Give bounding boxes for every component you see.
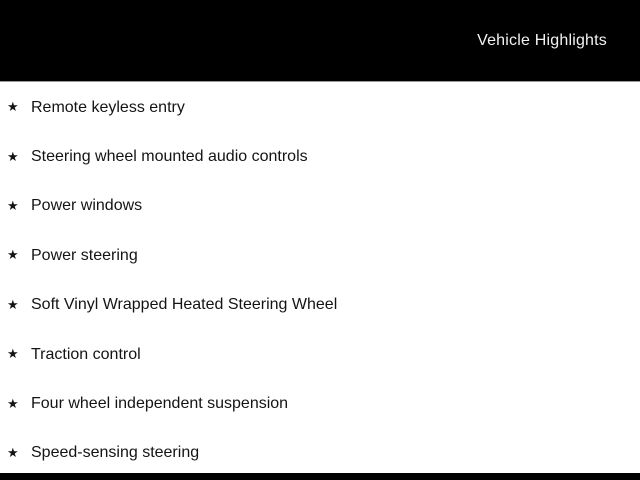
- star-icon: ★: [7, 347, 19, 363]
- list-item: [0, 182, 640, 231]
- star-icon: ★: [7, 149, 19, 165]
- star-icon: ★: [7, 445, 19, 461]
- list-item: [0, 330, 640, 379]
- item-label: Four wheel independent suspension: [31, 395, 289, 413]
- footer-bar: [0, 473, 640, 480]
- list-item: [0, 429, 640, 478]
- star-icon: ★: [7, 248, 19, 264]
- item-label: Soft Vinyl Wrapped Heated Steering Wheel: [31, 296, 338, 314]
- star-icon: ★: [7, 297, 19, 313]
- list-item: [0, 231, 640, 280]
- item-label: Remote keyless entry: [31, 98, 185, 116]
- highlights-list: [0, 83, 640, 478]
- star-icon: ★: [7, 100, 19, 116]
- page-title: Vehicle Highlights: [477, 31, 607, 49]
- item-label: Power windows: [31, 197, 143, 215]
- list-item: [0, 379, 640, 428]
- list-item: [0, 281, 640, 330]
- item-label: Traction control: [31, 345, 141, 363]
- header-bar: [0, 0, 640, 82]
- star-icon: ★: [7, 396, 19, 412]
- item-label: Speed-sensing steering: [31, 444, 200, 462]
- star-icon: ★: [7, 198, 19, 214]
- item-label: Steering wheel mounted audio controls: [31, 148, 308, 166]
- list-item: [0, 83, 640, 132]
- item-label: Power steering: [31, 246, 138, 264]
- list-item: [0, 132, 640, 181]
